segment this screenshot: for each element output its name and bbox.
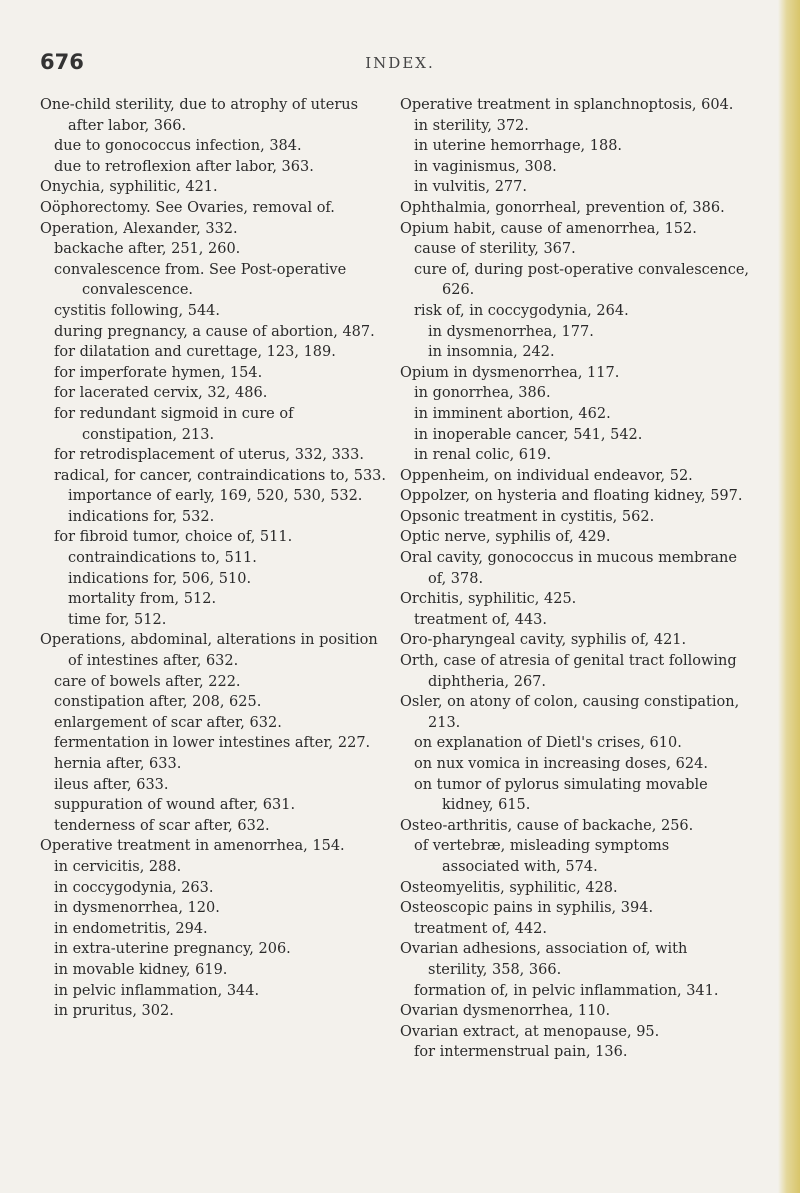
index-column-left: [40, 95, 390, 1022]
index-entry: in pelvic inflammation, 344.: [54, 982, 260, 999]
index-entry: in movable kidney, 619.: [54, 961, 228, 978]
index-column-right: [400, 95, 750, 1063]
index-entry: convalescence from. See Post-operative convalescence.: [54, 261, 347, 299]
index-entry: for lacerated cervix, 32, 486.: [54, 385, 268, 402]
index-entry: in vaginismus, 308.: [414, 158, 557, 175]
index-entry: Opium habit, cause of amenorrhea, 152.: [400, 220, 697, 237]
index-entry: tenderness of scar after, 632.: [54, 817, 270, 834]
page-edge: [778, 0, 800, 1193]
index-entry: constipation after, 208, 625.: [54, 694, 262, 711]
index-entry: in dysmenorrhea, 177.: [428, 323, 594, 340]
index-entry: on explanation of Dietl's crises, 610.: [414, 735, 682, 752]
index-entry: for dilatation and curettage, 123, 189.: [54, 344, 336, 361]
index-entry: One-child sterility, due to atrophy of uterus after labor, 366.: [40, 97, 359, 134]
index-entry: Osteo-arthritis, cause of backache, 256.: [400, 817, 694, 834]
index-entry: Oral cavity, gonococcus in mucous membrane of, 378.: [400, 550, 737, 587]
index-entry: Optic nerve, syphilis of, 429.: [400, 529, 611, 546]
index-entry: on tumor of pylorus simulating movable kidney, 615.: [414, 776, 708, 814]
index-entry: Operative treatment in amenorrhea, 154.: [40, 838, 345, 855]
index-entry: hernia after, 633.: [54, 756, 182, 772]
index-entry: Oppolzer, on hysteria and floating kidney, 597.: [400, 488, 743, 505]
index-entry: in endometritis, 294.: [54, 920, 208, 937]
index-entry: Operation, Alexander, 332.: [40, 220, 238, 237]
index-entry: due to retroflexion after labor, 363.: [54, 158, 314, 175]
index-entry: formation of, in pelvic inflammation, 341.: [414, 982, 719, 999]
index-entry: importance of early, 169, 520, 530, 532.: [68, 488, 363, 505]
index-entry: in gonorrhea, 386.: [414, 385, 551, 402]
index-entry: in renal colic, 619.: [414, 447, 552, 464]
index-entry: in inoperable cancer, 541, 542.: [414, 426, 643, 443]
index-entry: in insomnia, 242.: [428, 344, 555, 361]
index-entry: risk of, in coccygodynia, 264.: [414, 302, 629, 319]
index-entry: for fibroid tumor, choice of, 511.: [54, 529, 293, 546]
index-entry: Oro-pharyngeal cavity, syphilis of, 421.: [400, 632, 687, 649]
index-entry: Ovarian dysmenorrhea, 110.: [400, 1003, 611, 1020]
index-entry: time for, 512.: [68, 611, 167, 628]
index-entry: of vertebræ, misleading symptoms associated with, 574.: [414, 838, 670, 875]
index-entry: cause of sterility, 367.: [414, 241, 576, 258]
index-entry: in dysmenorrhea, 120.: [54, 900, 220, 917]
index-entry: Operations, abdominal, alterations in position of intestines after, 632.: [40, 632, 378, 670]
index-entry: mortality from, 512.: [68, 591, 217, 608]
index-entry: on nux vomica in increasing doses, 624.: [414, 756, 708, 772]
index-entry: fermentation in lower intestines after, 227.: [54, 735, 371, 752]
index-entry: Ophthalmia, gonorrheal, prevention of, 386.: [400, 199, 725, 216]
index-entry: Orchitis, syphilitic, 425.: [400, 591, 577, 608]
index-entry: Ovarian adhesions, association of, with sterility, 358, 366.: [400, 941, 688, 978]
index-entry: Opium in dysmenorrhea, 117.: [400, 364, 620, 381]
page-header: [40, 50, 760, 74]
index-entry: in pruritus, 302.: [54, 1003, 174, 1020]
index-entry: due to gonococcus infection, 384.: [54, 138, 302, 155]
index-entry: indications for, 506, 510.: [68, 570, 252, 587]
index-entry: Orth, case of atresia of genital tract following diphtheria, 267.: [400, 653, 737, 690]
index-entry: ileus after, 633.: [54, 776, 169, 793]
page-number: 676: [40, 50, 84, 74]
index-entry: Oppenheim, on individual endeavor, 52.: [400, 467, 693, 484]
index-entry: for imperforate hymen, 154.: [54, 364, 263, 381]
index-entry: enlargement of scar after, 632.: [54, 714, 282, 731]
index-entry: Operative treatment in splanchnoptosis, 604.: [400, 97, 734, 113]
index-entry: Ovarian extract, at menopause, 95.: [400, 1023, 660, 1040]
index-entry: contraindications to, 511.: [68, 550, 257, 567]
index-entry: Onychia, syphilitic, 421.: [40, 179, 218, 196]
index-entry: for retrodisplacement of uterus, 332, 333.: [54, 447, 364, 464]
index-entry: cystitis following, 544.: [54, 302, 221, 319]
index-entry: in extra-uterine pregnancy, 206.: [54, 941, 291, 958]
index-entry: in uterine hemorrhage, 188.: [414, 138, 623, 155]
index-entry: care of bowels after, 222.: [54, 673, 241, 690]
index-entry: suppuration of wound after, 631.: [54, 797, 296, 814]
index-entry: Osteomyelitis, syphilitic, 428.: [400, 879, 618, 896]
index-entry: Oöphorectomy. See Ovaries, removal of.: [40, 199, 335, 216]
index-entry: in coccygodynia, 263.: [54, 879, 214, 896]
index-entry: Osler, on atony of colon, causing constipation, 213.: [400, 694, 740, 731]
index-entry: treatment of, 443.: [414, 611, 547, 628]
index-entry: in vulvitis, 277.: [414, 179, 527, 196]
index-entry: in sterility, 372.: [414, 117, 529, 134]
index-entry: backache after, 251, 260.: [54, 241, 241, 258]
index-entry: for intermenstrual pain, 136.: [414, 1044, 628, 1061]
index-entry: in cervicitis, 288.: [54, 858, 182, 875]
index-entry: during pregnancy, a cause of abortion, 487.: [54, 323, 375, 340]
index-entry: in imminent abortion, 462.: [414, 405, 611, 422]
index-entry: for redundant sigmoid in cure of constipation, 213.: [54, 405, 294, 443]
index-entry: indications for, 532.: [68, 508, 215, 525]
index-entry: treatment of, 442.: [414, 920, 547, 937]
index-entry: radical, for cancer, contraindications to, 533.: [54, 467, 387, 484]
index-entry: Opsonic treatment in cystitis, 562.: [400, 508, 655, 525]
index-entry: cure of, during post-operative convalescence, 626.: [414, 261, 750, 299]
index-entry: Osteoscopic pains in syphilis, 394.: [400, 900, 654, 917]
running-head: INDEX.: [365, 54, 435, 72]
